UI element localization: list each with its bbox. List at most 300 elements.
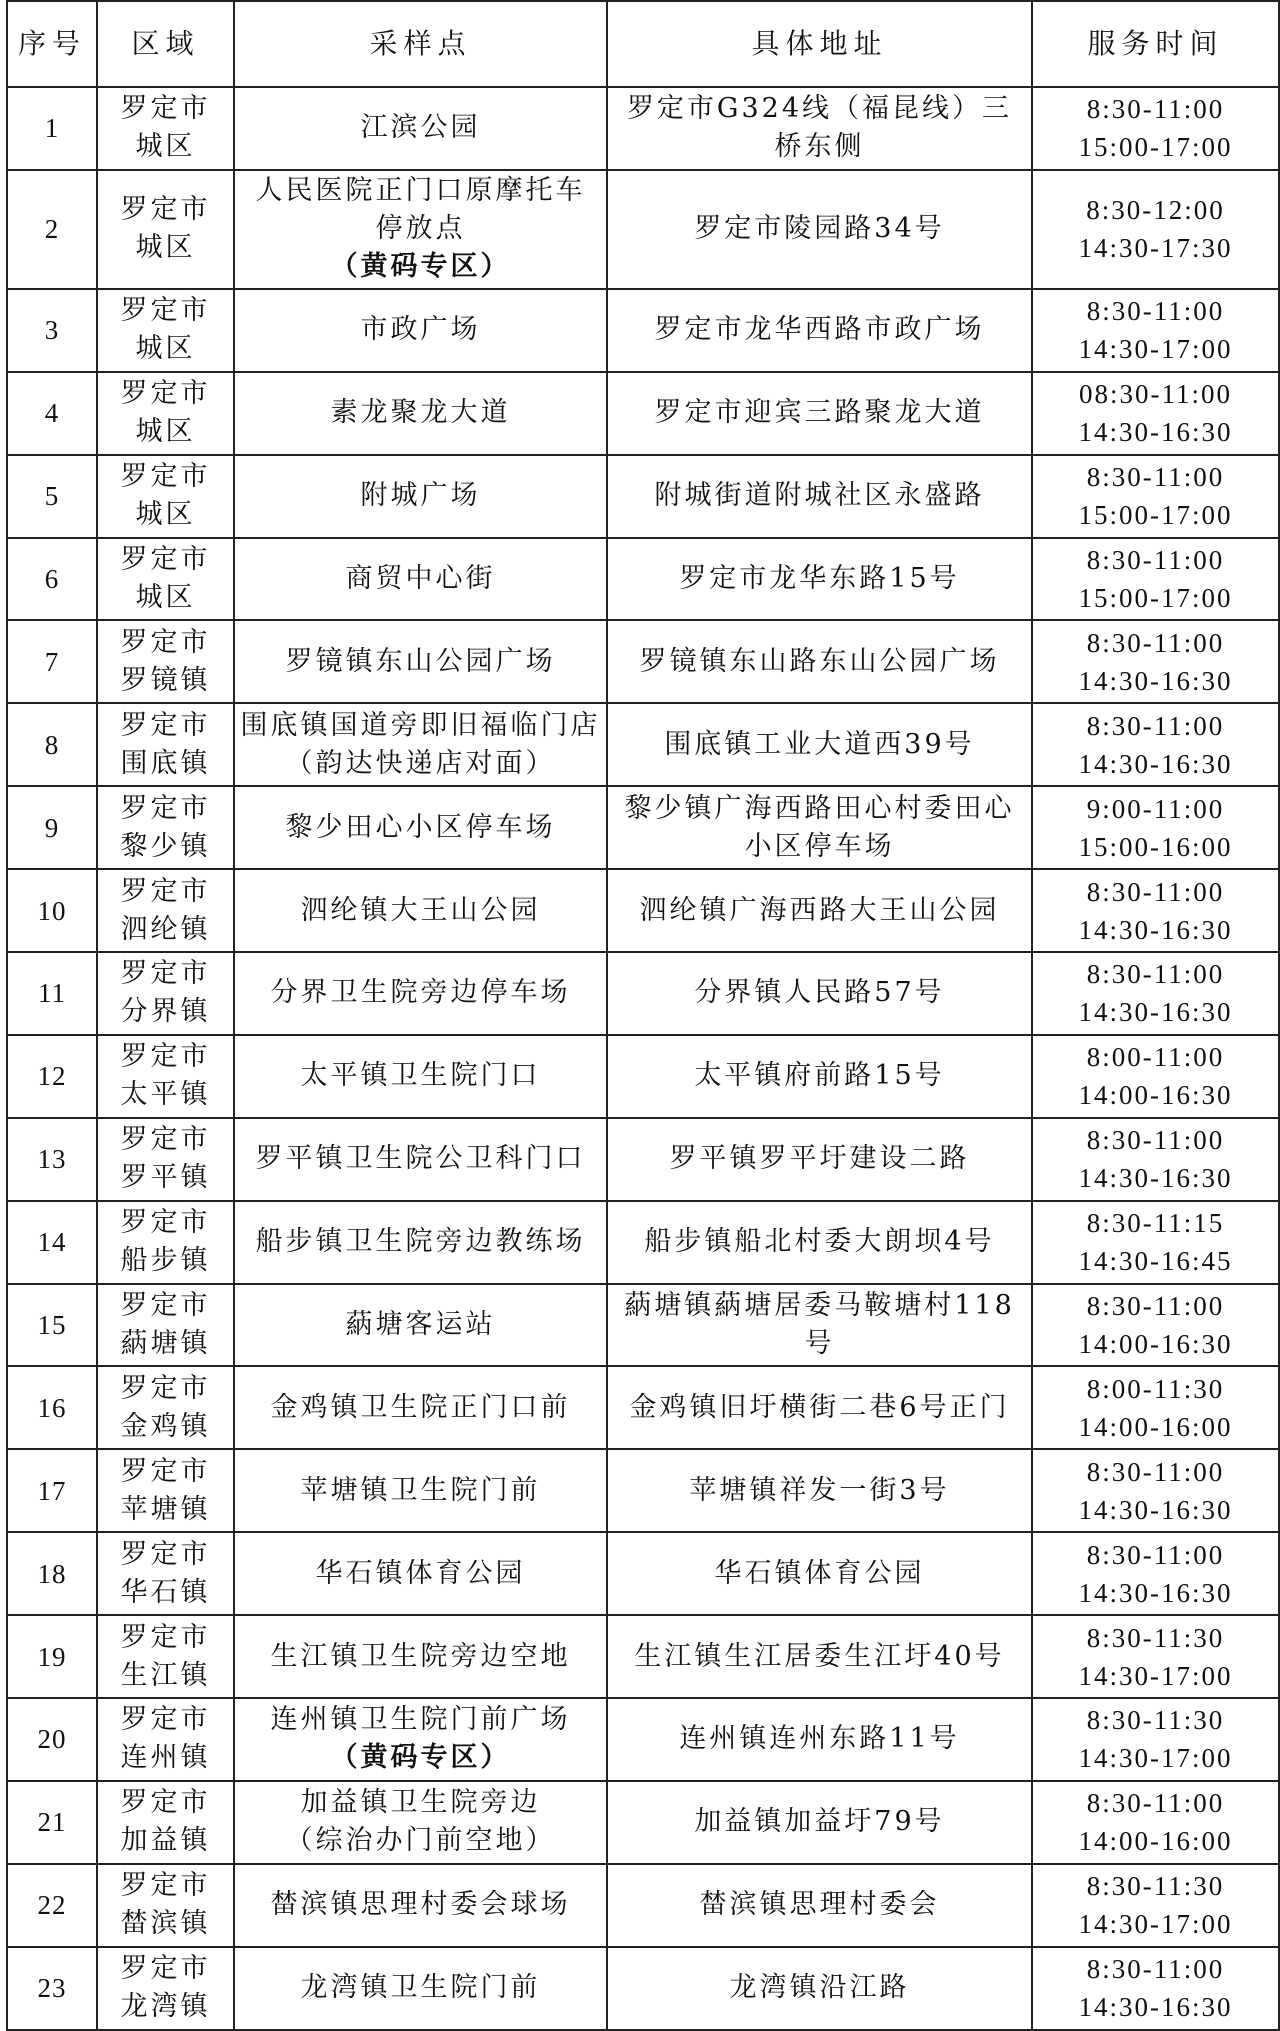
table-row [7, 1366, 1279, 1449]
site-cell [234, 1366, 607, 1449]
area-town: 城区 [135, 333, 196, 365]
address-text: 罗定市龙华西路市政广场 [654, 314, 985, 346]
time-morning: 8:30-11:00 [1086, 1954, 1225, 1985]
time-afternoon: 14:00-16:30 [1078, 1329, 1233, 1360]
table-row [7, 1781, 1279, 1864]
time-morning: 08:30-11:00 [1079, 379, 1232, 410]
service-time-cell [1032, 869, 1279, 952]
site-cell [234, 1035, 607, 1118]
address-text: 分界镇人民路57号 [694, 977, 945, 1009]
service-time-cell [1032, 289, 1279, 372]
row-number [7, 869, 97, 952]
area-town: 金鸡镇 [120, 1410, 211, 1442]
table-row [7, 372, 1279, 455]
time-morning: 8:30-11:00 [1086, 1539, 1225, 1570]
table-row [7, 1864, 1279, 1947]
site-name: 附城广场 [360, 480, 481, 512]
site-cell [234, 1201, 607, 1284]
area-city: 罗定市 [120, 1207, 211, 1239]
service-time-cell [1032, 620, 1279, 703]
site-cell [234, 952, 607, 1035]
service-time-cell [1032, 1035, 1279, 1118]
time-morning: 8:30-11:00 [1086, 462, 1225, 493]
time-afternoon: 14:30-17:30 [1078, 233, 1233, 264]
area-city: 罗定市 [120, 461, 211, 493]
area-town: 城区 [135, 416, 196, 448]
time-afternoon: 14:30-16:30 [1078, 914, 1233, 945]
service-time-cell [1032, 87, 1279, 170]
time-morning: 8:30-11:00 [1086, 94, 1225, 125]
row-number-value: 5 [44, 481, 60, 512]
site-cell [234, 1947, 607, 2030]
time-afternoon: 14:30-17:00 [1078, 1909, 1233, 1940]
row-number-value: 11 [38, 978, 66, 1009]
service-time-cell [1032, 1118, 1279, 1201]
row-number-value: 13 [37, 1144, 67, 1175]
time-afternoon: 14:30-17:00 [1078, 334, 1233, 365]
time-afternoon: 14:30-16:30 [1078, 1163, 1233, 1194]
area-city: 罗定市 [120, 1041, 211, 1073]
site-name: 江滨公园 [360, 112, 481, 144]
site-name: 蒳塘客运站 [345, 1309, 496, 1341]
row-number [7, 87, 97, 170]
address-text: 太平镇府前路15号 [694, 1060, 945, 1092]
time-morning: 8:30-11:00 [1086, 710, 1225, 741]
service-time-cell [1032, 786, 1279, 869]
site-cell [234, 1118, 607, 1201]
site-name: 龙湾镇卫生院门前 [300, 1972, 541, 2004]
time-afternoon: 15:00-17:00 [1078, 500, 1233, 531]
address-cell [607, 1366, 1032, 1449]
area-cell [97, 1366, 234, 1449]
address-text: 罗平镇罗平圩建设二路 [669, 1143, 970, 1175]
row-number [7, 455, 97, 538]
service-time-cell [1032, 1947, 1279, 2030]
area-town: 罗镜镇 [120, 664, 211, 696]
row-number [7, 786, 97, 869]
service-time-cell [1032, 170, 1279, 289]
site-name: 分界卫生院旁边停车场 [270, 977, 571, 1009]
table-row [7, 703, 1279, 786]
table-row [7, 1201, 1279, 1284]
address-cell [607, 1035, 1032, 1118]
site-name: 商贸中心街 [345, 563, 496, 594]
address-cell [607, 1615, 1032, 1698]
table-row [7, 1284, 1279, 1367]
address-text: 苹塘镇祥发一街3号 [689, 1474, 950, 1506]
row-number-value: 17 [37, 1475, 67, 1506]
site-name: 榃滨镇思理村委会球场 [270, 1889, 571, 1921]
area-cell [97, 869, 234, 952]
address-text: 黎少镇广海西路田心村委田心小区停车场 [624, 792, 1015, 862]
address-cell [607, 1449, 1032, 1532]
area-city: 罗定市 [120, 958, 211, 990]
row-number-value: 9 [44, 812, 60, 843]
address-text: 罗定市G324线（福昆线）三桥东侧 [626, 93, 1013, 163]
time-afternoon: 14:00-16:00 [1078, 1411, 1233, 1442]
table-row [7, 87, 1279, 170]
area-town: 榃滨镇 [120, 1908, 211, 1940]
site-cell [234, 1284, 607, 1367]
row-number [7, 538, 97, 621]
area-town: 城区 [135, 582, 196, 613]
row-number [7, 289, 97, 372]
area-city: 罗定市 [120, 1290, 211, 1322]
table-row [7, 289, 1279, 372]
site-name: 华石镇体育公园 [315, 1557, 526, 1589]
site-cell [234, 538, 607, 621]
area-town: 龙湾镇 [120, 1991, 211, 2023]
header-area: 区域 [97, 1, 234, 87]
site-name-continued: （综治办门前空地） [285, 1825, 556, 1857]
address-cell [607, 289, 1032, 372]
area-town: 泗纶镇 [120, 913, 211, 945]
area-town: 船步镇 [120, 1245, 211, 1277]
area-cell [97, 87, 234, 170]
table-row [7, 1118, 1279, 1201]
service-time-cell [1032, 1284, 1279, 1367]
address-cell [607, 1284, 1032, 1367]
address-text: 围底镇工业大道西39号 [664, 728, 975, 760]
area-town: 围底镇 [120, 747, 211, 779]
header-address: 具体地址 [607, 1, 1032, 87]
address-cell [607, 1201, 1032, 1284]
time-morning: 8:30-11:00 [1086, 1788, 1225, 1819]
table-row [7, 538, 1279, 621]
area-city: 罗定市 [120, 1124, 211, 1156]
site-name: 太平镇卫生院门口 [300, 1060, 541, 1092]
area-cell [97, 1615, 234, 1698]
table-row [7, 952, 1279, 1035]
yellow-code-zone-tag: （黄码专区） [330, 1742, 511, 1774]
address-cell [607, 1864, 1032, 1947]
time-afternoon: 14:30-16:30 [1078, 748, 1233, 779]
table-row [7, 786, 1279, 869]
row-number [7, 1118, 97, 1201]
table-row [7, 1615, 1279, 1698]
row-number-value: 22 [37, 1890, 67, 1921]
area-city: 罗定市 [120, 1870, 211, 1902]
row-number [7, 1284, 97, 1367]
site-cell [234, 620, 607, 703]
sampling-sites-table [6, 0, 1280, 2031]
time-afternoon: 14:30-16:30 [1078, 665, 1233, 696]
address-text: 加益镇加益圩79号 [694, 1806, 945, 1838]
area-cell [97, 1781, 234, 1864]
area-town: 城区 [135, 232, 196, 264]
table-row [7, 1532, 1279, 1615]
area-city: 罗定市 [120, 1953, 211, 1985]
row-number-value: 8 [44, 729, 60, 760]
service-time-cell [1032, 952, 1279, 1035]
service-time-cell [1032, 1449, 1279, 1532]
address-text: 生江镇生江居委生江圩40号 [634, 1640, 1005, 1672]
service-time-cell [1032, 1201, 1279, 1284]
address-cell [607, 952, 1032, 1035]
site-cell [234, 1864, 607, 1947]
address-text: 龙湾镇沿江路 [729, 1972, 910, 2004]
site-cell [234, 170, 607, 289]
area-town: 连州镇 [120, 1742, 211, 1774]
address-cell [607, 87, 1032, 170]
time-morning: 8:30-11:00 [1086, 1125, 1225, 1156]
time-afternoon: 15:00-17:00 [1078, 132, 1233, 163]
address-cell [607, 1118, 1032, 1201]
service-time-cell [1032, 538, 1279, 621]
address-text: 榃滨镇思理村委会 [699, 1889, 940, 1921]
row-number [7, 1201, 97, 1284]
site-name: 罗镜镇东山公园广场 [285, 645, 556, 677]
area-town: 苹塘镇 [120, 1493, 211, 1525]
area-cell [97, 952, 234, 1035]
table-row [7, 1449, 1279, 1532]
site-name: 生江镇卫生院旁边空地 [270, 1640, 571, 1672]
time-morning: 8:30-11:00 [1086, 627, 1225, 658]
site-name: 素龙聚龙大道 [330, 397, 511, 429]
area-city: 罗定市 [120, 1704, 211, 1736]
area-cell [97, 1947, 234, 2030]
address-cell [607, 1947, 1032, 2030]
address-cell [607, 372, 1032, 455]
site-name: 泗纶镇大王山公园 [300, 894, 541, 926]
site-cell [234, 289, 607, 372]
site-cell [234, 869, 607, 952]
time-morning: 8:30-11:15 [1086, 1208, 1225, 1239]
area-town: 分界镇 [120, 996, 211, 1028]
site-name: 船步镇卫生院旁边教练场 [255, 1226, 586, 1258]
time-morning: 8:30-11:00 [1086, 876, 1225, 907]
time-morning: 8:30-11:30 [1086, 1871, 1225, 1902]
header-site: 采样点 [234, 1, 607, 87]
site-cell [234, 1781, 607, 1864]
address-text: 华石镇体育公园 [714, 1557, 925, 1589]
area-city: 罗定市 [120, 626, 211, 658]
area-cell [97, 170, 234, 289]
row-number-value: 12 [37, 1061, 67, 1092]
site-cell [234, 703, 607, 786]
row-number [7, 1366, 97, 1449]
row-number [7, 1449, 97, 1532]
table-header [7, 1, 1279, 87]
address-text: 蒳塘镇蒳塘居委马鞍塘村118号 [624, 1290, 1015, 1360]
area-cell [97, 786, 234, 869]
site-name: 金鸡镇卫生院正门口前 [270, 1391, 571, 1423]
row-number [7, 1781, 97, 1864]
area-cell [97, 1864, 234, 1947]
site-name: 人民医院正门口原摩托车 [255, 175, 586, 207]
row-number [7, 1532, 97, 1615]
address-cell [607, 1781, 1032, 1864]
area-cell [97, 372, 234, 455]
address-cell [607, 170, 1032, 289]
site-cell [234, 1615, 607, 1698]
area-cell [97, 1284, 234, 1367]
time-morning: 8:30-11:00 [1086, 296, 1225, 327]
area-city: 罗定市 [120, 875, 211, 907]
address-text: 连州镇连州东路11号 [679, 1723, 960, 1755]
area-cell [97, 455, 234, 538]
site-name: 围底镇国道旁即旧福临门店（韵达快递店对面） [240, 709, 601, 779]
address-text: 罗定市陵园路34号 [694, 213, 945, 245]
address-cell [607, 1532, 1032, 1615]
time-afternoon: 14:30-16:30 [1078, 417, 1233, 448]
service-time-cell [1032, 1781, 1279, 1864]
time-afternoon: 15:00-17:00 [1078, 583, 1233, 613]
row-number-value: 7 [44, 646, 60, 677]
time-afternoon: 15:00-16:00 [1078, 831, 1233, 862]
row-number [7, 372, 97, 455]
time-afternoon: 14:00-16:30 [1078, 1080, 1233, 1111]
header-row [7, 1, 1279, 87]
area-city: 罗定市 [120, 1621, 211, 1653]
row-number [7, 703, 97, 786]
row-number-value: 2 [44, 214, 60, 245]
row-number-value: 10 [37, 895, 67, 926]
area-city: 罗定市 [120, 1455, 211, 1487]
area-city: 罗定市 [120, 544, 211, 575]
row-number [7, 1947, 97, 2030]
address-text: 泗纶镇广海西路大王山公园 [639, 894, 1000, 926]
table-row [7, 1035, 1279, 1118]
time-afternoon: 14:30-16:30 [1078, 1992, 1233, 2023]
time-morning: 8:30-11:00 [1086, 1291, 1225, 1322]
site-name: 苹塘镇卫生院门前 [300, 1474, 541, 1506]
time-afternoon: 14:30-16:45 [1078, 1246, 1233, 1277]
area-town: 华石镇 [120, 1576, 211, 1608]
area-town: 太平镇 [120, 1079, 211, 1111]
address-cell [607, 703, 1032, 786]
site-cell [234, 455, 607, 538]
time-morning: 8:00-11:00 [1086, 1042, 1225, 1073]
row-number-value: 18 [37, 1558, 67, 1589]
site-cell [234, 87, 607, 170]
area-town: 黎少镇 [120, 830, 211, 862]
site-name: 市政广场 [360, 314, 481, 346]
address-text: 罗定市龙华东路15号 [679, 563, 960, 594]
row-number [7, 1864, 97, 1947]
site-name: 黎少田心小区停车场 [285, 811, 556, 843]
area-cell [97, 1532, 234, 1615]
time-morning: 8:30-12:00 [1086, 195, 1225, 226]
address-cell [607, 869, 1032, 952]
address-cell [607, 455, 1032, 538]
row-number-value: 15 [37, 1310, 67, 1341]
service-time-cell [1032, 1532, 1279, 1615]
table-row [7, 1947, 1279, 2030]
service-time-cell [1032, 1615, 1279, 1698]
service-time-cell [1032, 372, 1279, 455]
area-town: 城区 [135, 499, 196, 531]
address-text: 罗定市迎宾三路聚龙大道 [654, 397, 985, 429]
time-afternoon: 14:00-16:00 [1078, 1826, 1233, 1857]
table-row [7, 620, 1279, 703]
service-time-cell [1032, 1366, 1279, 1449]
address-text: 金鸡镇旧圩横街二巷6号正门 [629, 1391, 1010, 1423]
area-city: 罗定市 [120, 295, 211, 327]
address-cell [607, 620, 1032, 703]
address-text: 附城街道附城社区永盛路 [654, 480, 985, 512]
site-cell [234, 1449, 607, 1532]
area-cell [97, 289, 234, 372]
row-number-value: 21 [37, 1807, 67, 1838]
time-afternoon: 14:30-17:00 [1078, 1660, 1233, 1691]
sampling-sites-sheet [6, 0, 1278, 2031]
header-time: 服务时间 [1032, 1, 1279, 87]
table-row [7, 455, 1279, 538]
area-city: 罗定市 [120, 792, 211, 824]
row-number [7, 1035, 97, 1118]
time-morning: 9:00-11:00 [1086, 793, 1225, 824]
header-no: 序号 [7, 1, 97, 87]
row-number-value: 20 [37, 1724, 67, 1755]
site-cell [234, 786, 607, 869]
site-name-continued: 停放点 [375, 213, 466, 245]
time-morning: 8:30-11:00 [1086, 959, 1225, 990]
address-cell [607, 1698, 1032, 1781]
address-cell [607, 786, 1032, 869]
row-number-value: 16 [37, 1392, 67, 1423]
service-time-cell [1032, 703, 1279, 786]
area-town: 蒳塘镇 [120, 1328, 211, 1360]
time-afternoon: 14:30-17:00 [1078, 1743, 1233, 1774]
row-number-value: 3 [44, 315, 60, 346]
area-city: 罗定市 [120, 1787, 211, 1819]
time-morning: 8:30-11:00 [1086, 545, 1225, 575]
table-row [7, 1698, 1279, 1781]
address-text: 船步镇船北村委大朗坝4号 [644, 1226, 995, 1258]
area-city: 罗定市 [120, 194, 211, 226]
address-cell [607, 538, 1032, 621]
row-number-value: 4 [44, 398, 60, 429]
area-cell [97, 1698, 234, 1781]
row-number [7, 620, 97, 703]
address-text: 罗镜镇东山路东山公园广场 [639, 645, 1000, 677]
area-town: 罗平镇 [120, 1162, 211, 1194]
row-number-value: 6 [44, 564, 60, 594]
area-cell [97, 1118, 234, 1201]
site-cell [234, 1698, 607, 1781]
yellow-code-zone-tag: （黄码专区） [330, 251, 511, 283]
time-morning: 8:30-11:30 [1086, 1705, 1225, 1736]
area-cell [97, 1449, 234, 1532]
area-city: 罗定市 [120, 709, 211, 741]
time-morning: 8:00-11:30 [1086, 1373, 1225, 1404]
site-cell [234, 372, 607, 455]
area-city: 罗定市 [120, 378, 211, 410]
row-number [7, 1698, 97, 1781]
row-number [7, 1615, 97, 1698]
site-name: 连州镇卫生院门前广场 [270, 1704, 571, 1736]
time-afternoon: 14:30-16:30 [1078, 1494, 1233, 1525]
area-town: 城区 [135, 131, 196, 163]
area-town: 加益镇 [120, 1825, 211, 1857]
area-cell [97, 620, 234, 703]
row-number-value: 23 [37, 1973, 67, 2004]
area-cell [97, 1201, 234, 1284]
area-cell [97, 538, 234, 621]
service-time-cell [1032, 455, 1279, 538]
site-name: 罗平镇卫生院公卫科门口 [255, 1143, 586, 1175]
area-city: 罗定市 [120, 93, 211, 125]
row-number [7, 952, 97, 1035]
row-number-value: 14 [37, 1227, 67, 1258]
area-city: 罗定市 [120, 1538, 211, 1570]
row-number-value: 1 [44, 113, 60, 144]
row-number-value: 19 [37, 1641, 67, 1672]
time-morning: 8:30-11:00 [1086, 1456, 1225, 1487]
service-time-cell [1032, 1698, 1279, 1781]
time-afternoon: 14:30-16:30 [1078, 997, 1233, 1028]
